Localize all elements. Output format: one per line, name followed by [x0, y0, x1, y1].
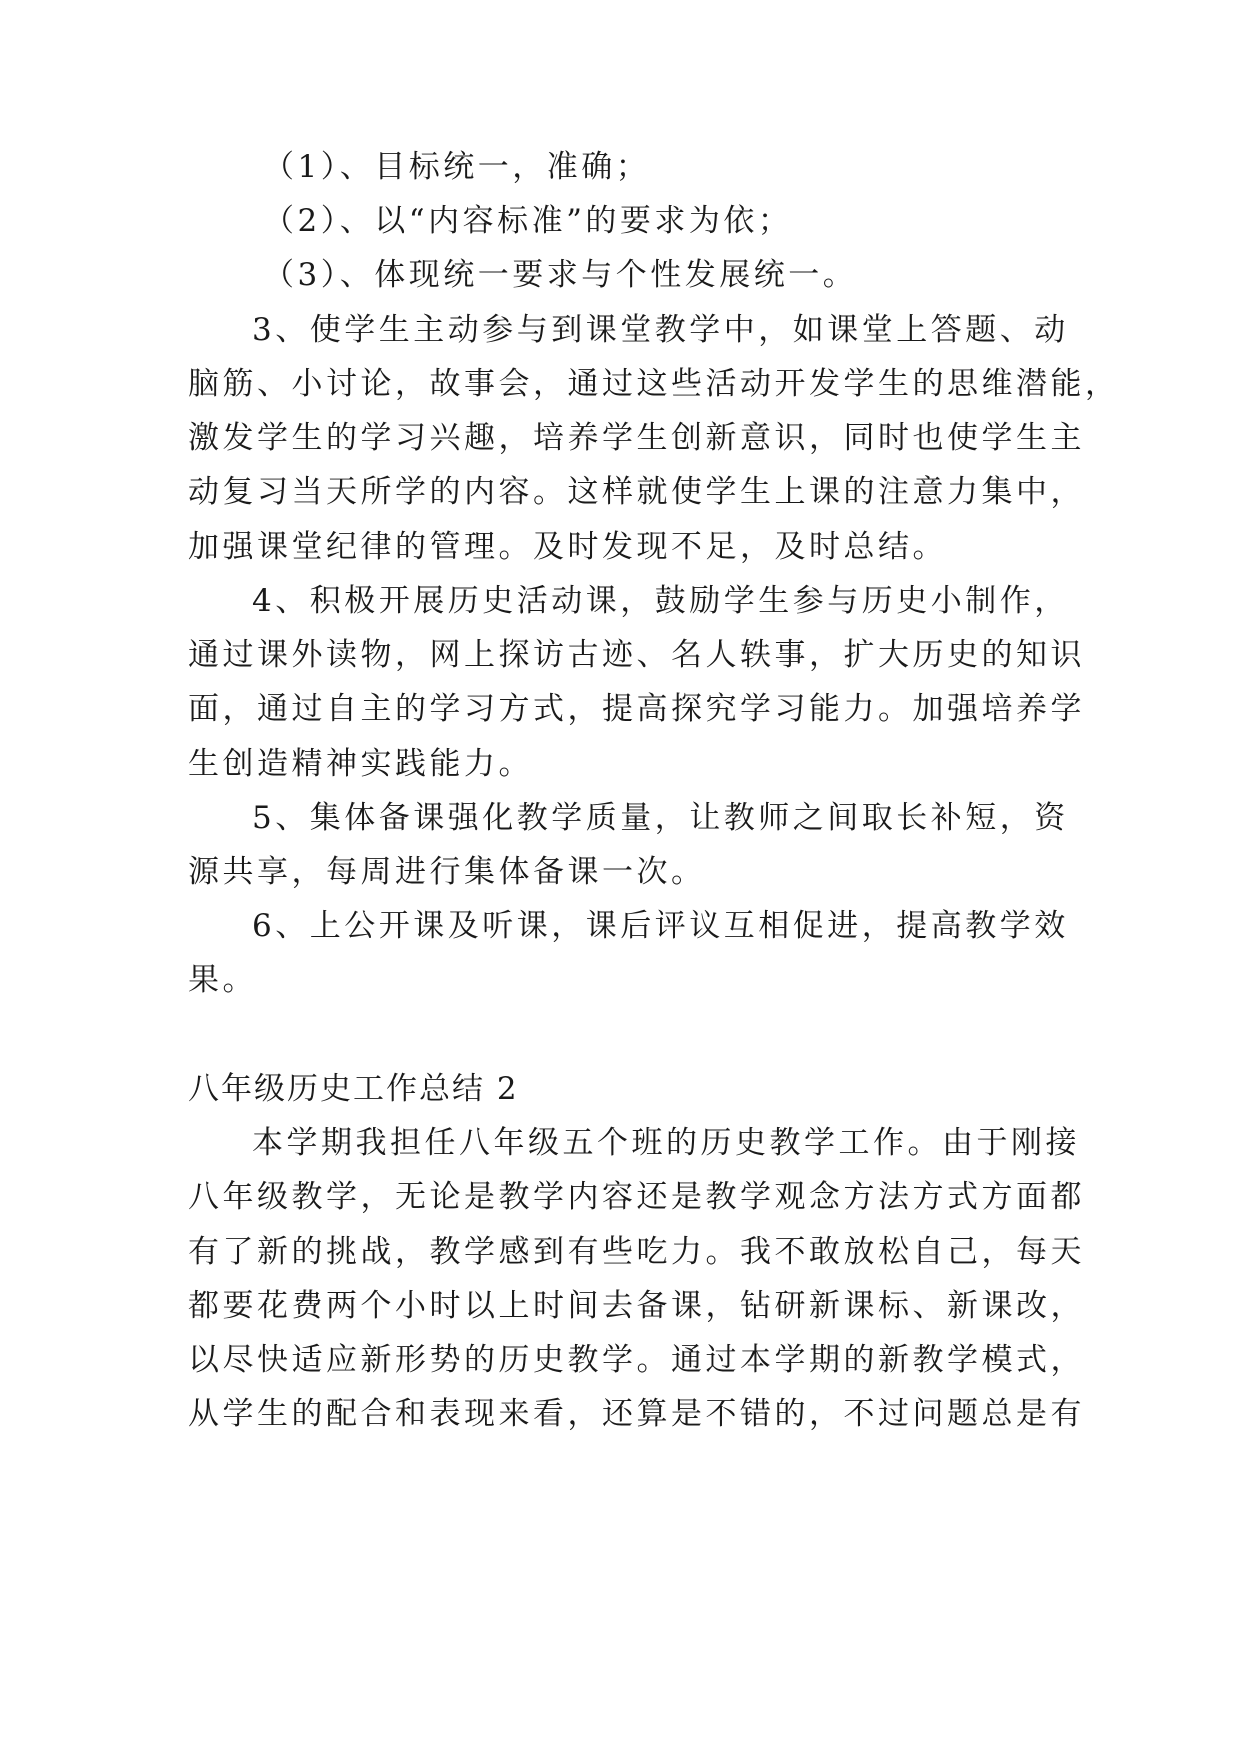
- summary-line-5: 以尽快适应新形势的历史教学。通过本学期的新教学模式，: [188, 1342, 1085, 1378]
- list-item-2: （2）、以“内容标准”的要求为依；: [263, 203, 793, 239]
- summary-line-2: 八年级教学，无论是教学内容还是教学观念方法方式方面都: [188, 1179, 1085, 1215]
- paragraph-3-line-1: 3、使学生主动参与到课堂教学中，如课堂上答题、动: [252, 312, 1069, 348]
- paragraph-5-line-2: 源共享，每周进行集体备课一次。: [188, 854, 706, 890]
- summary-line-6: 从学生的配合和表现来看，还算是不错的，不过问题总是有: [188, 1396, 1085, 1432]
- paragraph-5-line-1: 5、集体备课强化教学质量，让教师之间取长补短，资: [252, 800, 1069, 836]
- paragraph-4-line-4: 生创造精神实践能力。: [188, 746, 533, 782]
- paragraph-3-line-3: 激发学生的学习兴趣，培养学生创新意识，同时也使学生主: [188, 420, 1085, 456]
- summary-line-3: 有了新的挑战，教学感到有些吃力。我不敢放松自己，每天: [188, 1234, 1085, 1270]
- paragraph-6-line-1: 6、上公开课及听课，课后评议互相促进，提高教学效: [252, 908, 1069, 944]
- summary-line-1: 本学期我担任八年级五个班的历史教学工作。由于刚接: [252, 1125, 1080, 1161]
- list-item-1: （1）、目标统一，准确；: [263, 149, 651, 185]
- paragraph-4-line-1: 4、积极开展历史活动课，鼓励学生参与历史小制作，: [252, 583, 1069, 619]
- paragraph-4-line-2: 通过课外读物，网上探访古迹、名人轶事，扩大历史的知识: [188, 637, 1085, 673]
- paragraph-3-line-2: 脑筋、小讨论，故事会，通过这些活动开发学生的思维潜能，: [188, 366, 1120, 402]
- summary-line-4: 都要花费两个小时以上时间去备课，钻研新课标、新课改，: [188, 1288, 1085, 1324]
- paragraph-3-line-5: 加强课堂纪律的管理。及时发现不足，及时总结。: [188, 529, 947, 565]
- paragraph-4-line-3: 面，通过自主的学习方式，提高探究学习能力。加强培养学: [188, 691, 1085, 727]
- section-heading: 八年级历史工作总结 2: [188, 1071, 519, 1107]
- paragraph-6-line-2: 果。: [188, 962, 257, 998]
- list-item-3: （3）、体现统一要求与个性发展统一。: [263, 257, 858, 293]
- paragraph-3-line-4: 动复习当天所学的内容。这样就使学生上课的注意力集中，: [188, 474, 1085, 510]
